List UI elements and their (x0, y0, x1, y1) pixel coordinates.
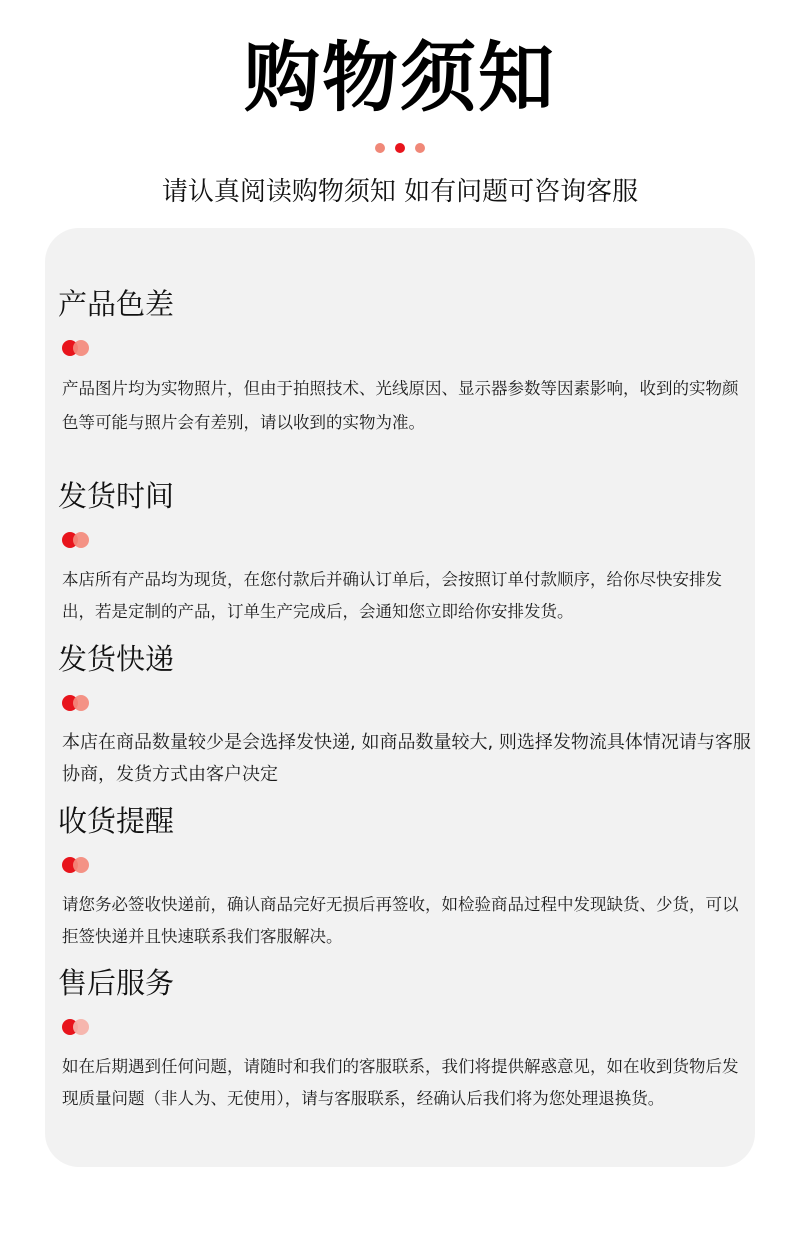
decoration-dot (375, 143, 385, 153)
page-title: 购物须知 (244, 33, 556, 122)
section-body: 产品图片均为实物照片，但由于拍照技术、光线原因、显示器参数等因素影响，收到的实物颜色等可能与照片会有差别，请以收到的实物为准。 (62, 379, 739, 432)
section-body: 本店所有产品均为现货，在您付款后并确认订单后，会按照订单付款顺序，给你尽快安排发出，若是定制的产品，订单生产完成后，会通知您立即给你安排发货。 (62, 570, 722, 621)
section-marker-icon (62, 1019, 92, 1036)
section-title: 售后服务 (58, 966, 175, 1000)
section-body: 本店在商品数量较少是会选择发快递, 如商品数量较大, 则选择发物流具体情况请与客服协商，发货方式由客户决定 (62, 732, 751, 785)
page-subtitle: 请认真阅读购物须知 如有问题可咨询客服 (161, 177, 639, 207)
section-marker-icon (62, 532, 92, 549)
section-title: 发货快递 (58, 642, 175, 676)
section-title: 发货时间 (58, 479, 175, 513)
notice-card (45, 228, 755, 1167)
decoration-dot (415, 143, 425, 153)
section-body: 请您务必签收快递前，确认商品完好无损后再签收，如检验商品过程中发现缺货、少货，可以拒签快递并且快速联系我们客服解决。 (62, 895, 739, 946)
section-marker-icon (62, 857, 92, 874)
section-title: 产品色差 (58, 287, 175, 321)
title-decoration-dots (0, 143, 800, 155)
decoration-dot (395, 143, 405, 153)
section-title: 收货提醒 (58, 804, 175, 838)
section-body: 如在后期遇到任何问题，请随时和我们的客服联系，我们将提供解惑意见，如在收到货物后发现质量问题（非人为、无使用），请与客服联系，经确认后我们将为您处理退换货。 (62, 1057, 739, 1108)
section-marker-icon (62, 695, 92, 712)
section-marker-icon (62, 340, 92, 357)
